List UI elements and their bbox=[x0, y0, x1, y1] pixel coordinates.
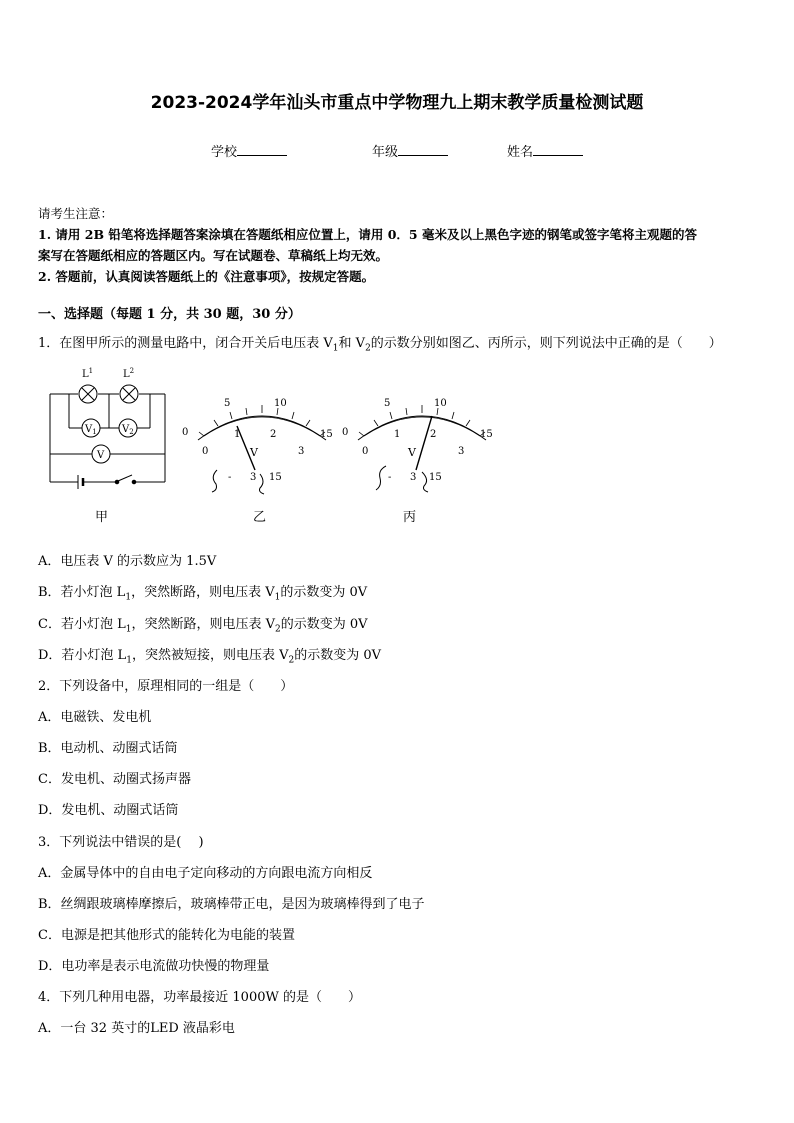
notes-item-1a: 1. 请用 2B 铅笔将选择题答案涂填在答题纸相应位置上，请用 0．5 毫米及以上黑色字迹的钢笔或签字笔将主观题的答 bbox=[38, 227, 697, 242]
caption-bing: 丙 bbox=[403, 510, 417, 525]
yi-tick-bottom-0: 0 bbox=[202, 446, 209, 457]
q3-option-a: A．金属导体中的自由电子定向移动的方向跟电流方向相反 bbox=[38, 866, 373, 881]
q1-d-sub2: 2 bbox=[288, 655, 295, 666]
grade-field bbox=[372, 141, 448, 160]
q4-stem: 4．下列几种用电器，功率最接近 1000W 的是（ ） bbox=[38, 990, 361, 1005]
svg-text:V1 bbox=[84, 424, 97, 436]
notes-heading: 请考生注意： bbox=[38, 206, 114, 221]
q2-option-b: B．电动机、动圈式话筒 bbox=[38, 741, 178, 756]
bing-tick-bottom-2: 2 bbox=[430, 429, 437, 440]
yi-tick-top-5: 5 bbox=[224, 398, 231, 409]
bing-tick-top-5: 5 bbox=[384, 398, 391, 409]
circuit-labels bbox=[82, 367, 134, 461]
q1-option-a: A．电压表 V 的示数应为 1.5V bbox=[38, 554, 217, 569]
meter-bing bbox=[342, 398, 493, 492]
q1-c-sub2: 2 bbox=[274, 624, 281, 635]
yi-tick-top-0: 0 bbox=[182, 427, 189, 438]
label-l1-sub: 1 bbox=[88, 367, 94, 375]
school-blank bbox=[237, 143, 287, 156]
q1-c-text-a: C．若小灯泡 L bbox=[38, 617, 126, 632]
q1-d-text-a: D．若小灯泡 L bbox=[38, 648, 127, 663]
bing-symbol: V bbox=[408, 446, 416, 459]
q3-option-d: D．电功率是表示电流做功快慢的物理量 bbox=[38, 959, 270, 974]
q1-stem-text-a: 1．在图甲所示的测量电路中，闭合开关后电压表 V bbox=[38, 336, 333, 351]
label-l2: L bbox=[123, 369, 130, 380]
caption-yi: 乙 bbox=[253, 510, 267, 525]
bing-tick-bottom-0: 0 bbox=[362, 446, 369, 457]
bing-terminal-minus: - bbox=[388, 472, 392, 483]
bing-tick-top-15: 15 bbox=[480, 429, 493, 440]
q1-figure bbox=[40, 362, 510, 532]
yi-tick-bottom-1: 1 bbox=[234, 429, 241, 440]
q1-d-sub1: 1 bbox=[126, 655, 132, 666]
section-heading: 一、选择题（每题 1 分，共 30 题，30 分） bbox=[38, 307, 301, 322]
yi-tick-bottom-3: 3 bbox=[298, 446, 305, 457]
q1-b-text-c: 的示数变为 0V bbox=[280, 585, 368, 600]
q1-d-text-c: 的示数变为 0V bbox=[294, 648, 381, 663]
q2-option-a: A．电磁铁、发电机 bbox=[38, 710, 152, 725]
bing-terminal-3: 3 bbox=[410, 472, 417, 483]
label-l1: L bbox=[82, 369, 89, 380]
label-l2-sub: 2 bbox=[129, 367, 135, 375]
label-v2-sub: 2 bbox=[129, 428, 134, 436]
svg-text:L1 bbox=[82, 367, 93, 380]
bing-terminal-15: 15 bbox=[429, 472, 442, 483]
q1-stem-text-c: 的示数分别如图乙、丙所示，则下列说法中正确的是（ ） bbox=[370, 336, 722, 351]
notes-item-2: 2. 答题前，认真阅读答题纸上的《注意事项》，按规定答题。 bbox=[38, 269, 375, 284]
q3-option-c: C．电源是把其他形式的能转化为电能的装置 bbox=[38, 928, 295, 943]
bing-needle bbox=[416, 416, 432, 470]
q1-option-d bbox=[38, 644, 381, 666]
school-label: 学校 bbox=[211, 145, 238, 160]
bing-tick-top-0: 0 bbox=[342, 427, 349, 438]
caption-jia: 甲 bbox=[95, 510, 109, 525]
q2-stem: 2．下列设备中，原理相同的一组是（ ） bbox=[38, 679, 294, 694]
exam-notes bbox=[38, 203, 758, 287]
q1-stem-text-b: 和 V bbox=[338, 336, 366, 351]
switch-icon bbox=[118, 475, 132, 481]
label-v2: V bbox=[122, 424, 130, 435]
school-field bbox=[211, 141, 287, 160]
svg-text:V2 bbox=[121, 424, 134, 436]
label-v: V bbox=[97, 450, 105, 461]
q1-stem bbox=[38, 332, 722, 354]
q3-stem: 3．下列说法中错误的是( ) bbox=[38, 835, 204, 850]
yi-tick-top-10: 10 bbox=[274, 398, 287, 409]
q1-c-text-c: 的示数变为 0V bbox=[280, 617, 368, 632]
grade-blank bbox=[398, 143, 448, 156]
q1-b-text-b: ，突然断路，则电压表 V bbox=[131, 585, 275, 600]
q1-b-sub2: 1 bbox=[274, 592, 281, 603]
grade-label: 年级 bbox=[372, 145, 399, 160]
q1-b-sub1: 1 bbox=[125, 592, 132, 603]
q1-d-text-b: ，突然被短接，则电压表 V bbox=[131, 648, 289, 663]
q2-option-d: D．发电机、动圈式话筒 bbox=[38, 803, 179, 818]
notes-item-1b: 案写在答题纸相应的答题区内。写在试题卷、草稿纸上均无效。 bbox=[38, 248, 389, 263]
meter-yi bbox=[182, 398, 333, 494]
bing-tick-bottom-3: 3 bbox=[458, 446, 465, 457]
q1-sub1: 1 bbox=[332, 343, 339, 354]
circuit-diagram bbox=[50, 385, 165, 489]
yi-tick-bottom-2: 2 bbox=[270, 429, 277, 440]
yi-terminal-minus: - bbox=[228, 472, 232, 483]
yi-terminal-3: 3 bbox=[250, 472, 257, 483]
q1-c-text-b: ，突然断路，则电压表 V bbox=[131, 617, 275, 632]
yi-terminal-15: 15 bbox=[269, 472, 282, 483]
q1-option-b bbox=[38, 581, 367, 603]
label-v1-sub: 1 bbox=[92, 428, 97, 436]
name-label: 姓名 bbox=[507, 145, 534, 160]
q1-b-text-a: B．若小灯泡 L bbox=[38, 585, 126, 600]
q3-option-b: B．丝绸跟玻璃棒摩擦后，玻璃棒带正电，是因为玻璃棒得到了电子 bbox=[38, 897, 425, 912]
yi-tick-top-15: 15 bbox=[320, 429, 333, 440]
bing-tick-top-10: 10 bbox=[434, 398, 447, 409]
q1-option-c bbox=[38, 613, 368, 635]
svg-text:L2 bbox=[123, 367, 134, 380]
q1-figure-svg bbox=[40, 362, 510, 532]
page-title: 2023-2024学年汕头市重点中学物理九上期末教学质量检测试题 bbox=[150, 93, 644, 113]
name-field bbox=[507, 141, 583, 160]
q2-option-c: C．发电机、动圈式扬声器 bbox=[38, 772, 191, 787]
q4-option-a: A．一台 32 英寸的LED 液晶彩电 bbox=[38, 1021, 235, 1036]
yi-symbol: V bbox=[250, 446, 258, 459]
label-v1: V bbox=[85, 424, 93, 435]
q1-c-sub1: 1 bbox=[125, 624, 132, 635]
name-blank bbox=[533, 143, 583, 156]
bing-tick-bottom-1: 1 bbox=[394, 429, 401, 440]
q1-sub2: 2 bbox=[365, 343, 371, 354]
